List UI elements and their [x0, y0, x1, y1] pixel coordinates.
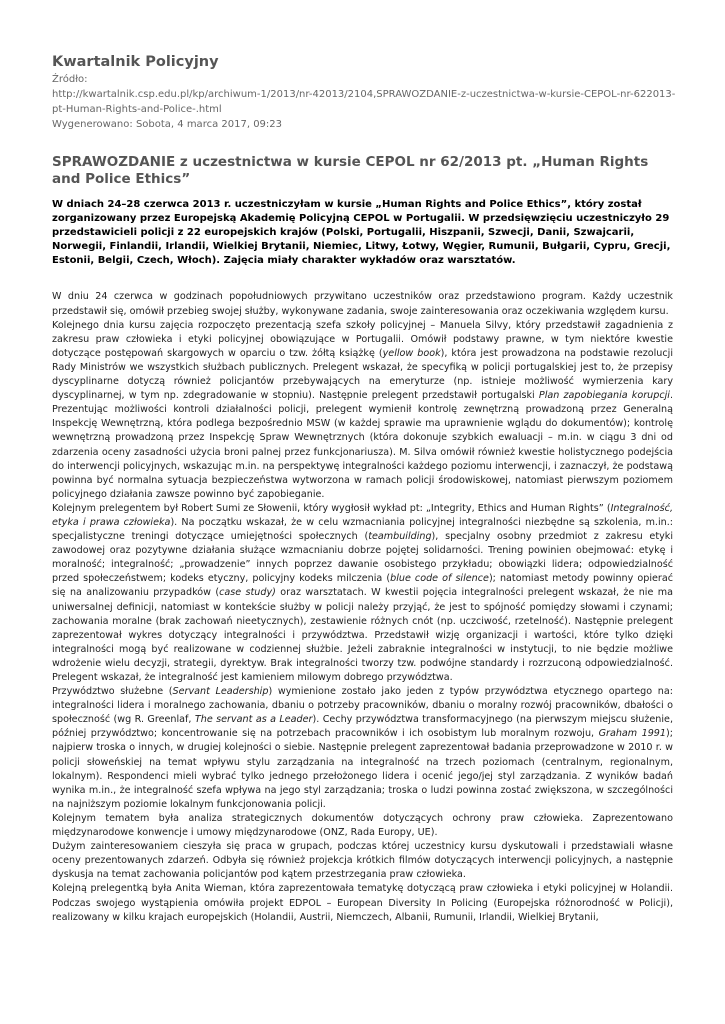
text-run: Kolejnym prelegentem był Robert Sumi ze Słowenii, który wygłosił wykład pt: „Integrity, Ethics and Human Rights” (	[52, 502, 611, 514]
paragraph-3	[52, 502, 673, 685]
text-run: ). Cechy przywództwa transformacyjnego (na pierwszym miejscu służenie, później przywództwo; koncentrowanie się na potrzebach pracowników i ich osobistym lub moralnym rozwoju,	[52, 714, 673, 740]
text-run: ). Na początku wskazał, że w celu wzmacniania policyjnej integralności niezbędne są szkolenia, m.in.: specjalistyczne treningi dotyczące umiejętności społecznych (	[52, 516, 673, 543]
text-run: ), która jest prowadzona na podstawie rezolucji Rady Ministrów we wszystkich służbach publicznych. Prelegent wskazał, że specyfiką w policji portugalskiej jest to, że przepisy dyscyplinarne dotyczą również policjantów przebywających na emeryturze (np. istnieje możliwość wymierzenia kary dyscyplinarnej, w tym np. zdegradowanie w stopniu). Następnie prelegent przedstawił portugalski	[52, 347, 673, 402]
italic-run: yellow book	[382, 347, 441, 359]
paragraph-2	[52, 319, 673, 502]
paragraph-4	[52, 685, 673, 812]
text-run: oraz warsztatach. W kwestii pojęcia integralności prelegent wskazał, że nie ma uniwersalnej definicji, natomiast w kontekście służby w policji należy przyjąć, że jest to spójność pomiędzy słowami i czynami; zachowania moralne (brak zachowań nieetycznych), zestawienie różnych cnót (np. uczciwość, rzetelność). Następnie prelegent zaprezentował wykres dotyczący integralności i przywództwa. Przedstawił wizję organizacji i wartości, które tylko dzięki integralności mogą być realizowane w codziennej służbie. Jeżeli zabraknie integralności w instytucji, to nie będzie możliwe wdrożenie wielu decyzji, strategii, dyrektyw. Brak integralności tworzy tzw. podwójne standardy i rozrzuconą odpowiedzialność. Prelegent wskazał, że integralność jest kamieniem milowym dobrego przywództwa.	[52, 587, 673, 683]
italic-run: The servant as a Leader	[194, 714, 313, 726]
paragraph-5: Kolejnym tematem była analiza strategicznych dokumentów dotyczących ochrony praw człowieka. Zaprezentowano międzynarodowe konwencje i umowy międzynarodowe (ONZ, Rada Europy, UE).	[52, 812, 673, 839]
text-run: ) wymienione zostało jako jeden z typów przywództwa etycznego opartego na: integralności lidera i moralnego zachowania, dbaniu o potrzeby pracowników, dbaniu o moralny rozwój pracowników, dbałości o społeczność (wg R. Greenlaf,	[52, 686, 673, 726]
source-label: Źródło:	[52, 74, 88, 85]
site-title: Kwartalnik Policyjny	[52, 54, 219, 70]
article-lead: W dniach 24–28 czerwca 2013 r. uczestniczyłam w kursie „Human Rights and Police Ethics”, który został zorganizowany przez Europejską Akademię Policyjną CEPOL w Portugalii. W przedsięwzięciu uczestniczyło 29 przedstawicieli policji z 22 europejskich krajów (Polski, Portugalii, Hiszpanii, Szwecji, Danii, Szwajcarii, Norwegii, Finlandii, Irlandii, Wielkiej Brytanii, Niemiec, Litwy, Łotwy, Węgier, Rumunii, Bułgarii, Cypru, Grecji, Estonii, Belgii, Czech, Włoch). Zajęcia miały charakter wykładów oraz warsztatów.	[52, 199, 671, 267]
generated-date: Wygenerowano: Sobota, 4 marca 2017, 09:23	[52, 119, 283, 130]
paragraph-6: Dużym zainteresowaniem cieszyła się praca w grupach, podczas której uczestnicy kursu dyskutowali i przedstawiali własne oceny prezentowanych zdarzeń. Odbyła się również projekcja krótkich filmów dotyczących interwencji policyjnych, a następnie dyskusja na temat zachowania policjantów pod kątem przestrzegania praw człowieka.	[52, 841, 673, 881]
text-run: ); natomiast metody powinny opierać się na analizowaniu przypadków (	[52, 573, 673, 599]
article-body	[52, 290, 673, 924]
text-run: ), specjalny osobny przedmiot z zakresu etyki zawodowej oraz pozytywne działania służące wzmacnianiu dobrze pojętej solidarności. Trening powinien obejmować: etykę i moralność; integralność; „prowadzenie” innych poprzez dawanie osobistego przykładu; obowiązki lidera; odpowiedzialność przed społeczeństwem; kodeks etyczny, policyjny kodeks milczenia (	[52, 531, 673, 585]
source-url-line-1: http://kwartalnik.csp.edu.pl/kp/archiwum-1/2013/nr-42013/2104,SPRAWOZDANIE-z-uczestnictwa-w-kursie-CEPOL-nr-622013-	[52, 89, 676, 100]
source-meta	[52, 72, 676, 132]
italic-run: case study)	[219, 587, 276, 599]
text-run: . Prezentując możliwości kontroli działalności policji, prelegent wymienił kontrolę zewnętrzną prowadzoną przez Generalną Inspekcję Wewnętrzną, która podlega bezpośrednio MSW (w każdej sprawie ma uprawnienie wglądu do dokumentów); kontrolę wewnętrzną prowadzoną przez Inspekcję Spraw Wewnętrznych (która dokonuje szybkich ewaluacji – m.in. w ciągu 3 dni od zdarzenia oceny zasadności użycia broni palnej przez funkcjonariusza). M. Silva omówił również kwestie holistycznego podejścia do interwencji policyjnych, wskazując m.in. na perspektywę integralności każdego poziomu interwencji, i zaznaczył, że podstawą powinna być normalna sytuacja bezpieczeństwa wytworzona w ramach policji środowiskowej, natomiast pierwszym poziomem policyjnego działania zawsze powinno być zapobieganie.	[52, 390, 673, 500]
italic-run: Plan zapobiegania korupcji	[538, 390, 670, 402]
paragraph-7: Kolejną prelegentką była Anita Wieman, która zaprezentowała tematykę dotyczącą praw człowieka i etyki policyjnej w Holandii. Podczas swojego wystąpienia omówiła projekt EDPOL – European Diversity In Policing (Europejska różnorodność w Policji), realizowany w kilku krajach europejskich (Holandii, Austrii, Niemczech, Albanii, Rumunii, Irlandii, Wielkiej Brytanii,	[52, 883, 673, 923]
paragraph-1: W dniu 24 czerwca w godzinach popołudniowych przywitano uczestników oraz przedstawiono program. Każdy uczestnik przedstawił się, omówił przebieg swojej służby, wykonywane zadania, swoje zainteresowania oraz oczekiwania względem kursu.	[52, 291, 673, 317]
italic-run: Graham 1991	[598, 728, 667, 740]
text-run: Przywództwo służebne (	[52, 686, 173, 698]
text-run: ); najpierw troska o innych, w drugiej kolejności o siebie. Następnie prelegent zaprezentował badania przeprowadzone w 2010 r. w policji słoweńskiej na temat wpływu stylu zarządzania na integralność na trzech poziomach (centralnym, regionalnym, lokalnym). Respondenci mieli wybrać tylko jednego przełożonego lidera i ocenić jego/jej styl zarządzania. Z wyników badań wynika m.in., że integralność szefa wpływa na jego styl zarządzania; troska o ludzi powinna zostać zwiększona, w szczególności na najniższym poziomie lokalnym funkcjonowania policji.	[52, 728, 674, 810]
italic-run: Integralność, etyka i prawa człowieka	[52, 502, 673, 528]
source-url-line-2: pt-Human-Rights-and-Police-.html	[52, 104, 222, 115]
italic-run: teambuilding	[368, 531, 432, 543]
italic-run: Servant Leadership	[172, 686, 269, 698]
document-page	[52, 52, 676, 925]
article-title: SPRAWOZDANIE z uczestnictwa w kursie CEPOL nr 62/2013 pt. „Human Rights and Police Ethics”	[52, 154, 649, 187]
text-run: Kolejnego dnia kursu zajęcia rozpoczęto prezentacją szefa szkoły policyjnej – Manuela Silvy, który przedstawił zagadnienia z zakresu praw człowieka i etyki policyjnej obowiązujące w Portugalii. Omówił podstawy prawne, w tym niektóre kwestie dotyczące postępowań skargowych w oparciu o tzw. żółtą książkę (	[52, 319, 673, 359]
italic-run: blue code of silence	[390, 573, 489, 585]
